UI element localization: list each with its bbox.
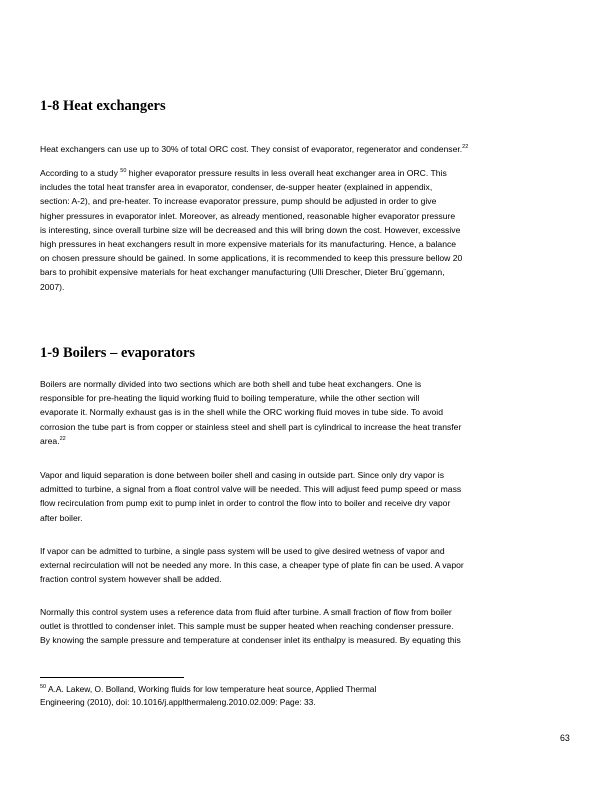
- text-line: fraction control system however shall be added.: [40, 574, 222, 585]
- text-line: outlet is throttled to condenser inlet. This sample must be supper heated when reaching condenser pressure.: [40, 621, 454, 632]
- footnote-marker: 50: [40, 684, 47, 690]
- text-line: 2007).: [40, 281, 65, 292]
- text-line: area.$^{22}$: [40, 435, 66, 446]
- text-line: external recirculation will not be needed any more. In this case, a cheaper type of plate fin can be used. A vapor: [40, 560, 464, 571]
- text-line: after boiler.: [40, 512, 83, 523]
- citation-superscript: 50: [120, 168, 127, 174]
- text-line: $^{50}$ A.A. Lakew, O. Bolland, Working fluids for low temperature heat source, Applied Thermal: [40, 684, 377, 694]
- page-number: 63: [560, 733, 570, 743]
- paragraph-evaporator-pressure: [40, 166, 585, 294]
- text-line: Heat exchangers can use up to 30% of total ORC cost. They consist of evaporator, regenerator and condenser.$^{22}$: [40, 144, 469, 154]
- paragraph-control-system: [40, 605, 585, 648]
- text-line: By knowing the sample pressure and temperature at condenser inlet its enthalpy is measured. By equating this: [40, 635, 461, 646]
- text-line: If vapor can be admitted to turbine, a single pass system will be used to give desired wetness of vapor and: [40, 546, 445, 556]
- text-line: corrosion the tube part is from copper or stainless steel and shell part is cylindrical to increase the heat transfer: [40, 421, 462, 432]
- citation-superscript: 22: [59, 435, 66, 442]
- text-line: Vapor and liquid separation is done between boiler shell and casing in outside part. Since only dry vapor is: [40, 470, 444, 480]
- text-line: on chosen pressure should be gained. In some applications, it is recommended to keep this pressure bellow 20: [40, 253, 463, 264]
- text-line: flow recirculation from pump exit to pump inlet in order to control the flow into to boiler and receive dry vapor: [40, 498, 451, 509]
- text-line: evaporate it. Normally exhaust gas is in the shell while the ORC working fluid moves in tube side. To avoid: [40, 407, 443, 418]
- text-line: Engineering (2010), doi: 10.1016/j.applthermaleng.2010.02.009: Page: 33.: [40, 696, 316, 707]
- text-line: high pressures in heat exchangers result in more expensive materials for its manufacturing. Hence, a balance: [40, 239, 457, 250]
- section-heading-boilers-evaporators: 1-9 Boilers – evaporators: [40, 345, 196, 361]
- text-line: Boilers are normally divided into two sections which are both shell and tube heat exchangers. One is: [40, 379, 422, 389]
- paragraph-vapor-liquid-separation: [40, 468, 585, 525]
- text-line: includes the total heat transfer area in evaporator, condenser, de-supper heater (explained in appendix,: [40, 182, 433, 193]
- paragraph-single-pass-system: [40, 544, 585, 587]
- paragraph-heat-exchangers-cost: [40, 142, 585, 156]
- paragraph-boiler-sections: [40, 377, 585, 448]
- text-line: According to a study $^{50}$ higher evaporator pressure results in less overall heat exchanger area in ORC. This: [40, 168, 447, 178]
- section-heading-heat-exchangers: 1-8 Heat exchangers: [40, 98, 166, 114]
- text-line: admitted to turbine, a signal from a float control valve will be needed. This will adjust feed pump speed or mass: [40, 484, 462, 495]
- footnote: [40, 683, 580, 708]
- text-line: Normally this control system uses a reference data from fluid after turbine. A small fraction of flow from boiler: [40, 607, 452, 617]
- text-line: bars to prohibit expensive materials for heat exchanger manufacturing (Ulli Drescher, Dieter Bru¨ggemann,: [40, 267, 445, 278]
- text-line: section: A-2), and pre-heater. To increase evaporator pressure, pump should be adjusted in order to give: [40, 196, 437, 207]
- citation-superscript: 22: [462, 144, 469, 150]
- footnote-divider: [40, 677, 184, 678]
- text-line: responsible for pre-heating the liquid working fluid to boiling temperature, while the other section will: [40, 393, 420, 404]
- text-line: is interesting, since overall turbine size will be decreased and this will bring down the cost. However, excessive: [40, 224, 461, 235]
- text-line: higher pressures in evaporator inlet. Moreover, as already mentioned, reasonable higher evaporator pressure: [40, 210, 456, 221]
